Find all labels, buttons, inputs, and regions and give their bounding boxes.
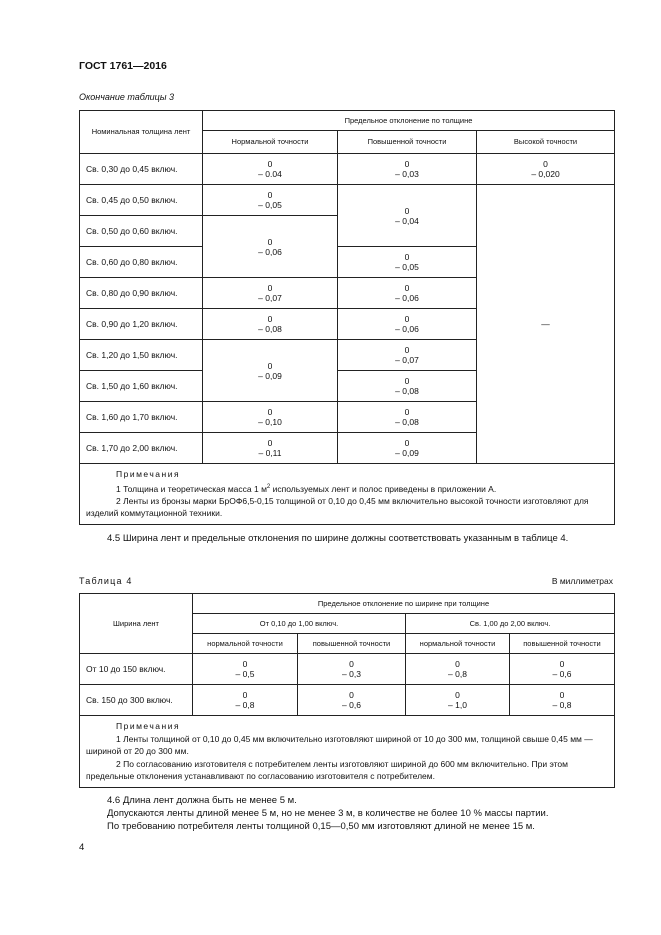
deviation-value: – 0,6 xyxy=(552,669,572,679)
deviation-value: – 0,3 xyxy=(342,669,361,679)
deviation-value: – 0,8 xyxy=(448,669,467,679)
table4-cell xyxy=(406,685,510,716)
table3-row-label: Св. 1,60 до 1,70 включ. xyxy=(80,402,203,433)
table3-header-thickness: Номинальная толщина лент xyxy=(80,111,203,154)
zero-value: 0 xyxy=(455,690,460,700)
table3-row-label: Св. 1,20 до 1,50 включ. xyxy=(80,340,203,371)
table3 xyxy=(79,110,615,525)
table3-cell xyxy=(338,278,477,309)
deviation-value: – 0,08 xyxy=(258,324,282,334)
table3-row-label: Св. 0,90 до 1,20 включ. xyxy=(80,309,203,340)
paragraph-4-6-line: По требованию потребителя ленты толщиной 0,15—0,50 мм изготовляют длиной не менее 15 м. xyxy=(107,821,535,832)
table3-cell xyxy=(338,185,477,247)
table4-cell xyxy=(193,685,298,716)
deviation-value: – 1,0 xyxy=(448,700,467,710)
table4-header-normal: нормальной точности xyxy=(406,634,510,654)
table4-cell xyxy=(193,654,298,685)
zero-value: 0 xyxy=(404,314,410,324)
deviation-value: – 0,05 xyxy=(395,262,419,272)
table3-cell xyxy=(477,154,615,185)
table3-header-deviation: Предельное отклонение по толщине xyxy=(203,111,615,131)
table4-cell xyxy=(510,654,615,685)
zero-value: 0 xyxy=(267,283,273,293)
deviation-value: – 0,03 xyxy=(395,169,419,179)
table4-cell xyxy=(510,685,615,716)
table4-notes xyxy=(80,716,615,788)
deviation-value: – 0,05 xyxy=(258,200,282,210)
notes-title: Примечания xyxy=(116,469,181,479)
table3-cell xyxy=(338,154,477,185)
paragraph-4-5: 4.5 Ширина лент и предельные отклонения по ширине должны соответствовать указанным в таблице 4. xyxy=(107,533,569,544)
zero-value: 0 xyxy=(404,407,410,417)
table3-cell xyxy=(203,185,338,216)
page-number: 4 xyxy=(79,842,85,853)
deviation-value: – 0,6 xyxy=(342,700,361,710)
zero-value: 0 xyxy=(404,159,410,169)
table4-header-increased: повышенной точности xyxy=(510,634,615,654)
zero-value: 0 xyxy=(404,438,410,448)
zero-value: 0 xyxy=(349,659,354,669)
zero-value: 0 xyxy=(267,360,273,371)
zero-value: 0 xyxy=(267,159,273,169)
table3-cell xyxy=(203,402,338,433)
zero-value: 0 xyxy=(404,345,410,355)
table3-header-normal: Нормальной точности xyxy=(203,131,338,154)
table3-cell xyxy=(203,154,338,185)
table3-cell xyxy=(338,433,477,464)
table4-cell xyxy=(406,654,510,685)
table3-cell xyxy=(203,278,338,309)
table3-header-high: Высокой точности xyxy=(477,131,615,154)
table3-row-label: Св. 1,70 до 2,00 включ. xyxy=(80,433,203,464)
notes-title: Примечания xyxy=(116,721,181,731)
zero-value: 0 xyxy=(267,190,273,200)
table4-header-deviation: Предельное отклонение по ширине при толщине xyxy=(193,594,615,614)
deviation-value: – 0,06 xyxy=(258,246,282,257)
table3-row-label: Св. 1,50 до 1,60 включ. xyxy=(80,371,203,402)
deviation-value: – 0,04 xyxy=(395,215,419,226)
deviation-value: – 0,09 xyxy=(258,370,282,381)
table3-cell xyxy=(338,340,477,371)
table4-header-range-1: От 0,10 до 1,00 включ. xyxy=(193,614,406,634)
deviation-value: – 0,5 xyxy=(235,669,255,679)
table3-cell xyxy=(338,247,477,278)
table3-cell xyxy=(203,216,338,278)
table3-row-label: Св. 0,30 до 0,45 включ. xyxy=(80,154,203,185)
deviation-value: – 0,8 xyxy=(235,700,255,710)
paragraph-4-6-line: 4.6 Длина лент должна быть не менее 5 м. xyxy=(107,795,297,806)
paragraph-4-6-line: Допускаются ленты длиной менее 5 м, но не менее 3 м, в количестве не более 10 % массы партии. xyxy=(107,808,549,819)
deviation-value: – 0,11 xyxy=(258,448,282,458)
table4-row-label: Св. 150 до 300 включ. xyxy=(80,685,193,716)
deviation-value: – 0,07 xyxy=(395,355,419,365)
zero-value: 0 xyxy=(267,438,273,448)
table3-cell xyxy=(338,371,477,402)
zero-value: 0 xyxy=(267,314,273,324)
document-standard-id: ГОСТ 1761—2016 xyxy=(79,60,167,72)
table3-row-label: Св. 0,60 до 0,80 включ. xyxy=(80,247,203,278)
zero-value: 0 xyxy=(455,659,460,669)
table4-header-increased: повышенной точности xyxy=(298,634,406,654)
table4-cell xyxy=(298,654,406,685)
table3-cell xyxy=(203,433,338,464)
table4-unit: В миллиметрах xyxy=(551,576,613,586)
deviation-value: – 0,06 xyxy=(395,324,419,334)
zero-value: 0 xyxy=(267,236,273,247)
table4-header-range-2: Св. 1,00 до 2,00 включ. xyxy=(406,614,615,634)
table3-row-label: Св. 0,45 до 0,50 включ. xyxy=(80,185,203,216)
deviation-value: – 0,10 xyxy=(258,417,282,427)
deviation-value: – 0.04 xyxy=(258,169,282,179)
zero-value: 0 xyxy=(404,376,410,386)
zero-value: 0 xyxy=(543,159,548,169)
table3-note-1: 1 Толщина и теоретическая масса 1 $м^2$ используемых лент и полос приведены в приложении А. xyxy=(116,483,497,494)
zero-value: 0 xyxy=(349,690,354,700)
deviation-value: – 0,06 xyxy=(395,293,419,303)
table3-notes xyxy=(80,464,615,525)
table4-cell xyxy=(298,685,406,716)
table4-row-label: От 10 до 150 включ. xyxy=(80,654,193,685)
zero-value: 0 xyxy=(559,690,565,700)
table4-note-2: 2 По согласованию изготовителя с потребителем ленты изготовляют шириной до 600 мм включительно. При этом предельные отклонения устанавливают по согласованию изготовителя с потребителем. xyxy=(86,758,568,781)
table4 xyxy=(79,593,615,788)
table3-row-label: Св. 0,50 до 0,60 включ. xyxy=(80,216,203,247)
table3-cell xyxy=(203,309,338,340)
zero-value: 0 xyxy=(242,690,248,700)
deviation-value: – 0,8 xyxy=(552,700,572,710)
zero-value: 0 xyxy=(404,252,410,262)
deviation-value: – 0,08 xyxy=(395,386,419,396)
table3-high-dash: — xyxy=(477,185,615,464)
table3-cell xyxy=(338,309,477,340)
deviation-value: – 0,09 xyxy=(395,448,419,458)
paragraph-4-6 xyxy=(79,794,615,833)
table3-note-2: 2 Ленты из бронзы марки БрОФ6,5-0,15 толщиной от 0,10 до 0,45 мм включительно высокой точности изготовляют для изделий коммутационной техники. xyxy=(86,495,589,519)
deviation-value: – 0,020 xyxy=(531,169,560,179)
zero-value: 0 xyxy=(559,659,565,669)
table3-cell xyxy=(203,340,338,402)
table4-note-1: 1 Ленты толщиной от 0,10 до 0,45 мм включительно изготовляют шириной от 10 до 300 мм, толщиной свыше 0,45 мм — шириной от 20 до 300 мм. xyxy=(86,733,593,756)
table4-header-normal: нормальной точности xyxy=(193,634,298,654)
zero-value: 0 xyxy=(267,407,273,417)
deviation-value: – 0,08 xyxy=(395,417,419,427)
table3-caption: Окончание таблицы 3 xyxy=(79,92,174,102)
table4-caption: Таблица 4 xyxy=(79,576,133,586)
table3-row-label: Св. 0,80 до 0,90 включ. xyxy=(80,278,203,309)
table3-cell xyxy=(338,402,477,433)
deviation-value: – 0,07 xyxy=(258,293,282,303)
zero-value: 0 xyxy=(404,283,410,293)
zero-value: 0 xyxy=(242,659,248,669)
table4-header-width: Ширина лент xyxy=(80,594,193,654)
table3-header-increased: Повышенной точности xyxy=(338,131,477,154)
zero-value: 0 xyxy=(404,205,410,216)
